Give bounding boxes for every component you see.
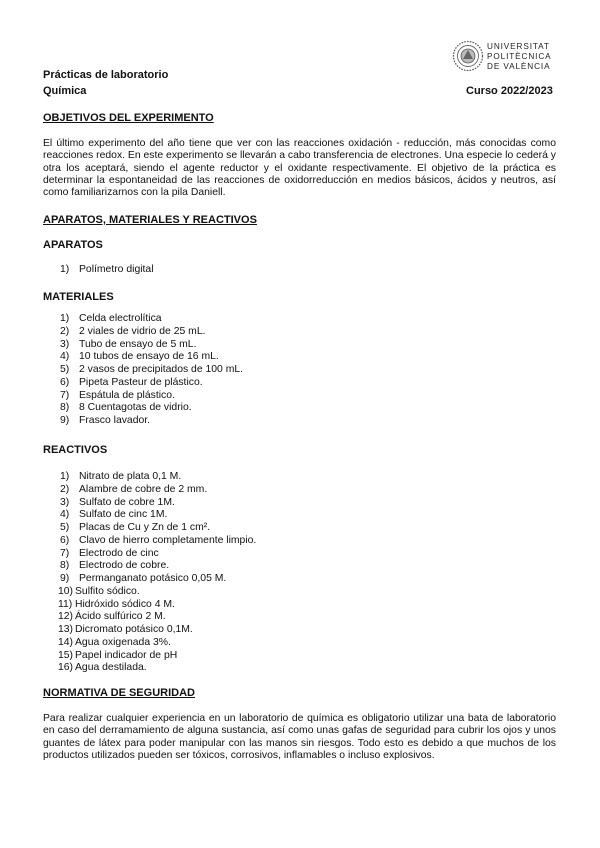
- materiales-title: MATERIALES: [43, 291, 114, 303]
- objetivos-text: El último experimento del año tiene que ver con las reacciones oxidación - reducción, más conocidas como reacciones redox. En este experimento se llevarán a cabo transferencia de electrones. Una especie lo cederá y otra los aceptará, siendo el agente reductor y el oxidante respectivamente. El objetivo de la práctica es determinar la espontaneidad de las reacciones de oxidorreducción en medios básicos, ácidos y neutros, así como familiarizarnos con la pila Daniell.: [43, 138, 556, 199]
- reactivos-title: REACTIVOS: [43, 444, 108, 456]
- list-item: 4) 10 tubos de ensayo de 16 mL.: [60, 351, 219, 363]
- list-item: 10) Sulfito sódico.: [58, 585, 140, 597]
- list-item: 2) Alambre de cobre de 2 mm.: [60, 483, 208, 495]
- list-item: 11) Hidróxido sódico 4 M.: [58, 598, 175, 610]
- list-item: 8) Electrodo de cobre.: [60, 560, 170, 572]
- logo-line-3: DE VALÈNCIA: [487, 62, 551, 71]
- header-course: Curso 2022/2023: [466, 85, 553, 97]
- logo-line-2: POLITÈCNICA: [487, 52, 552, 61]
- materiales-list: [60, 313, 243, 428]
- list-item: 3) Tubo de ensayo de 5 mL.: [60, 338, 197, 350]
- reactivos-list: [60, 471, 256, 675]
- objetivos-heading: OBJETIVOS DEL EXPERIMENTO: [43, 112, 214, 124]
- normativa-heading: NORMATIVA DE SEGURIDAD: [43, 687, 195, 699]
- list-item: 1) Polímetro digital: [60, 264, 154, 275]
- aparatos-list: [60, 264, 154, 277]
- list-item: 9) Permanganato potásico 0,05 M.: [60, 573, 227, 584]
- logo-line-1: UNIVERSITAT: [487, 42, 550, 51]
- list-item: 6) Pipeta Pasteur de plástico.: [60, 376, 203, 388]
- aparatos-title: APARATOS: [43, 239, 103, 251]
- list-item: 1) Nitrato de plata 0,1 M.: [60, 471, 182, 482]
- university-name: [487, 42, 552, 72]
- list-item: 9) Frasco lavador.: [60, 415, 151, 426]
- header-subject: Química: [43, 85, 87, 97]
- list-item: 6) Clavo de hierro completamente limpio.: [60, 534, 257, 546]
- list-item: 4) Sulfato de cinc 1M.: [60, 509, 168, 521]
- list-item: 7) Electrodo de cinc: [60, 547, 159, 559]
- list-item: 3) Sulfato de cobre 1M.: [60, 496, 175, 508]
- list-item: 8) 8 Cuentagotas de vidrio.: [60, 402, 192, 414]
- list-item: 13) Dicromato potásico 0,1M.: [58, 624, 193, 635]
- list-item: 2) 2 viales de vidrio de 25 mL.: [60, 325, 206, 337]
- normativa-text: Para realizar cualquier experiencia en un laboratorio de química es obligatorio utilizar una bata de laboratorio en caso del derramamiento de alguna sustancia, así como unas gafas de seguridad para cubrir los ojos y unos guantes de látex para poder manipular con las manos sin riesgos. Todo esto es debido a que muchos de los productos utilizados pueden ser tóxicos, corrosivos, inflamables o incluso explosivos.: [43, 713, 556, 761]
- university-logo: [452, 40, 582, 80]
- header-left: [43, 67, 168, 99]
- list-item: 1) Celda electrolítica: [60, 313, 162, 324]
- list-item: 14) Agua oxigenada 3%.: [58, 636, 171, 648]
- list-item: 7) Espátula de plástico.: [60, 389, 175, 401]
- list-item: 5) Placas de Cu y Zn de 1 cm².: [60, 522, 211, 533]
- list-item: 5) 2 vasos de precipitados de 100 mL.: [60, 364, 244, 375]
- header-title: Prácticas de laboratorio: [43, 69, 169, 81]
- university-seal-icon: [452, 40, 484, 72]
- aparatos-materiales-heading: APARATOS, MATERIALES Y REACTIVOS: [43, 214, 257, 226]
- list-item: 16) Agua destilada.: [58, 662, 147, 674]
- list-item: 15) Papel indicador de pH: [58, 649, 178, 661]
- list-item: 12) Ácido sulfúrico 2 M.: [58, 611, 166, 623]
